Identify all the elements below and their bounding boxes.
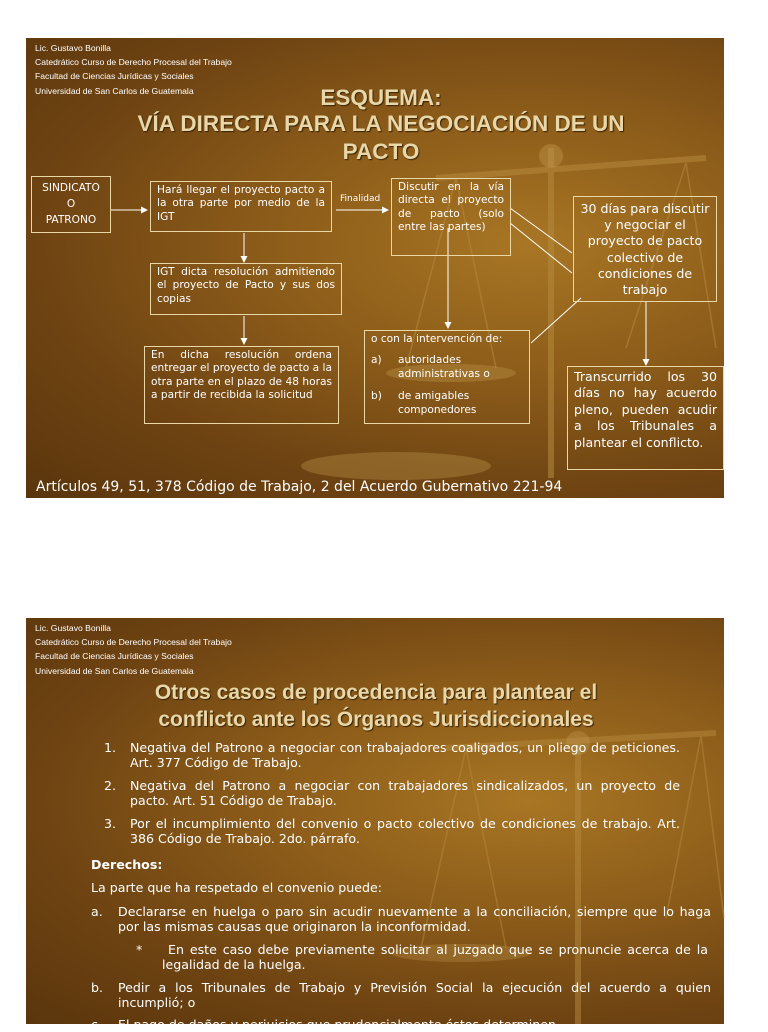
slide-title-line2: VÍA DIRECTA PARA LA NEGOCIACIÓN DE UN [137, 111, 625, 136]
author-block [35, 621, 232, 678]
author-position: Catedrático Curso de Derecho Procesal del Trabajo [35, 57, 232, 68]
slide-esquema [26, 38, 724, 498]
slide-title-line1: Otros casos de procedencia para plantear el [154, 681, 598, 704]
intervencion-item-b: de amigables componedores [398, 390, 477, 416]
box-hara-llegar: Hará llegar el proyecto pacto a la otra parte por medio de la IGT [150, 181, 332, 232]
list-item [104, 816, 680, 846]
box-sindicato-line1: SINDICATO [42, 182, 100, 194]
author-name: Lic. Gustavo Bonilla [35, 623, 111, 633]
slide-title-line1: ESQUEMA: [320, 85, 442, 110]
author-faculty: Facultad de Ciencias Jurídicas y Sociales [35, 651, 194, 662]
author-university: Universidad de San Carlos de Guatemala [35, 85, 194, 96]
author-university: Universidad de San Carlos de Guatemala [35, 665, 194, 676]
box-transcurrido: Transcurrido los 30 días no hay acuerdo pleno, pueden acudir a los Tribunales a plantear el conflicto. [567, 366, 724, 470]
box-30-dias: 30 días para discutir y negociar el proyecto de pacto colectivo de condiciones de trabajo [573, 196, 717, 302]
label-finalidad: Finalidad [340, 194, 381, 204]
box-sindicato-patrono [31, 176, 111, 233]
derecho-item-c [91, 1017, 711, 1032]
note-text: En este caso debe previamente solicitar al juzgado que se pronuncie acerca de la legalidad de la huelga. [162, 942, 708, 972]
derecho-c-text: El pago de daños y perjuicios que prudencialmente éstos determinen. [118, 1017, 560, 1032]
derechos-intro: La parte que ha respetado el convenio puede: [91, 880, 383, 895]
derecho-c-marker: c. [91, 1017, 102, 1032]
derecho-a-text: Declararse en huelga o paro sin acudir nuevamente a la conciliación, siempre que lo haga por las mismas causas que originaron la inconformidad. [118, 904, 711, 934]
list-item-text: Negativa del Patrono a negociar con trabajadores coaligados, un pliego de peticiones. Art. 377 Código de Trabajo. [130, 740, 680, 770]
box-discutir: Discutir en la vía directa el proyecto de pacto (solo entre las partes) [391, 178, 511, 256]
derecho-note [136, 942, 708, 972]
author-position: Catedrático Curso de Derecho Procesal del Trabajo [35, 637, 232, 648]
intervencion-heading: o con la intervención de: [371, 333, 503, 345]
slide-footer-articulos: Artículos 49, 51, 378 Código de Trabajo, 2 del Acuerdo Gubernativo 221-94 [36, 479, 563, 495]
list-item [104, 778, 680, 808]
derecho-b-text: Pedir a los Tribunales de Trabajo y Previsión Social la ejecución del acuerdo a quien incumplió; o [118, 980, 711, 1010]
derecho-a-marker: a. [91, 904, 103, 919]
box-resolucion: En dicha resolución ordena entregar el proyecto de pacto a la otra parte en el plazo de 48 horas a partir de recibida la solicitud [144, 346, 339, 424]
slide-title-line3: PACTO [342, 139, 420, 164]
box-igt-dicta: IGT dicta resolución admitiendo el proyecto de Pacto y sus dos copias [150, 263, 342, 315]
list-item [104, 740, 680, 770]
list-item-text: Por el incumplimiento del convenio o pacto colectivo de condiciones de trabajo. Art. 386 Código de Trabajo. 2do. párrafo. [130, 816, 680, 846]
derecho-b-marker: b. [91, 980, 103, 995]
intervencion-a-marker: a) [371, 354, 382, 367]
slide-title-line2: conflicto ante los Órganos Jurisdiccionales [158, 708, 594, 731]
box-intervencion [364, 330, 530, 424]
slide-otros-casos [26, 618, 724, 1032]
note-marker: * [136, 942, 143, 957]
list-item-number: 1. [104, 740, 117, 755]
list-item-text: Negativa del Patrono a negociar con trabajadores sindicalizados, un proyecto de pacto. Art. 51 Código de Trabajo. [130, 778, 680, 808]
derecho-item-b [91, 980, 711, 1010]
box-sindicato-line2: O [66, 198, 76, 210]
derechos-heading: Derechos: [91, 857, 163, 872]
list-item-number: 2. [104, 778, 117, 793]
box-sindicato-line3: PATRONO [45, 214, 97, 226]
intervencion-item-a: autoridades administrativas o [398, 354, 490, 380]
casos-list [104, 740, 680, 854]
list-item-number: 3. [104, 816, 117, 831]
author-faculty: Facultad de Ciencias Jurídicas y Sociales [35, 71, 194, 82]
intervencion-b-marker: b) [371, 390, 382, 403]
derecho-item-a [91, 904, 711, 934]
author-name: Lic. Gustavo Bonilla [35, 43, 111, 53]
